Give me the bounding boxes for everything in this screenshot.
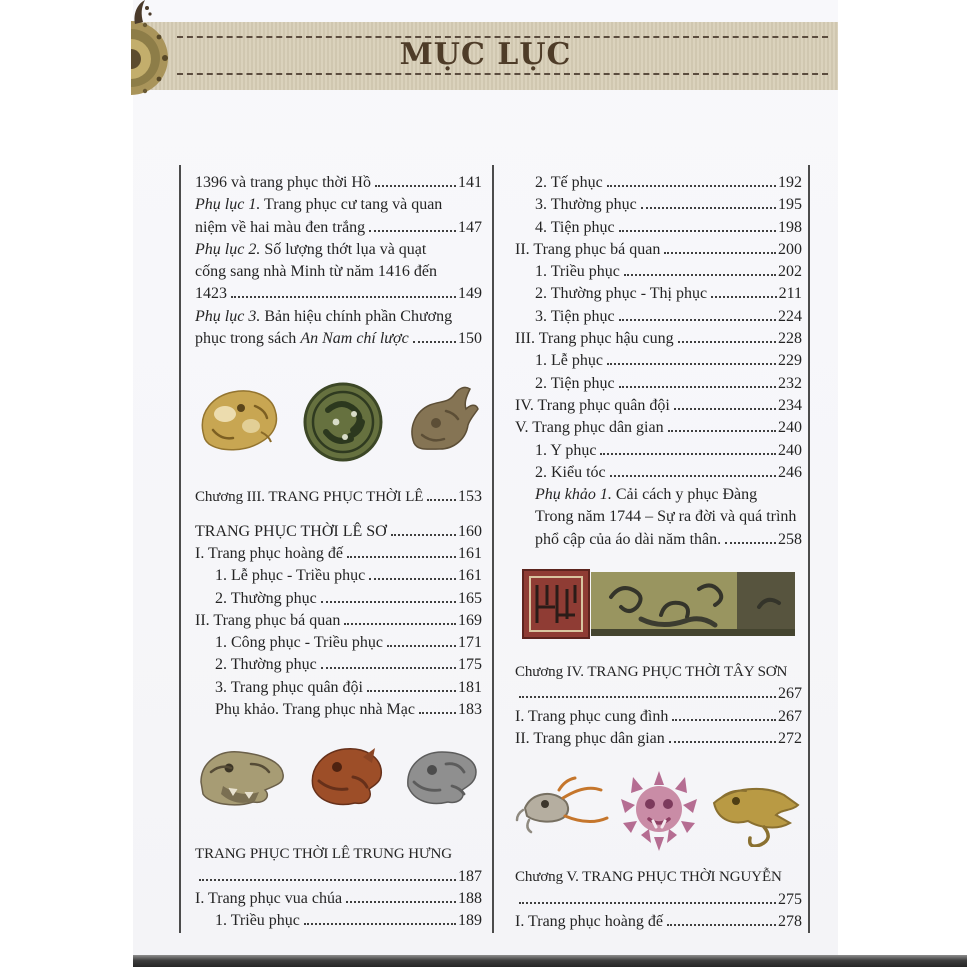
corner-sprig-icon — [131, 0, 155, 24]
dot-leader — [667, 924, 776, 926]
pink-frontal-dragon-face-drawing — [617, 769, 701, 851]
toc-entry-title: I. Trang phục cung đình — [515, 707, 669, 725]
toc-entry — [515, 462, 802, 484]
ink-wash-dragon-head-drawing — [515, 770, 611, 850]
page-number: 175 — [458, 656, 482, 674]
toc-block — [515, 661, 802, 750]
toc-entry — [515, 484, 802, 506]
page-number: 189 — [458, 912, 482, 930]
page-number: 183 — [458, 701, 482, 719]
toc-entry — [515, 373, 802, 395]
toc-entry-title: 3. Trang phục quân đội — [215, 678, 363, 696]
page-number: 161 — [458, 567, 482, 585]
dot-leader — [610, 475, 776, 477]
toc-entry-title: 1396 và trang phục thời Hồ — [195, 174, 371, 191]
dot-leader — [674, 408, 776, 410]
toc-entry — [195, 217, 482, 239]
page-number: 200 — [778, 240, 802, 258]
dot-leader — [619, 319, 776, 321]
page-number: 198 — [778, 218, 802, 236]
dot-leader — [678, 341, 776, 343]
dot-leader — [668, 430, 776, 432]
toc-entry — [515, 261, 802, 283]
toc-entry — [515, 417, 802, 439]
dot-leader — [375, 185, 456, 187]
page-number: 165 — [458, 589, 482, 607]
page-number: 141 — [458, 174, 482, 191]
toc-entry-title: phổ cập của áo dài năm thân. — [535, 530, 722, 548]
dot-leader — [231, 296, 456, 298]
page-edge-shadow — [133, 955, 967, 967]
toc-entry-title: 1. Triều phục — [535, 263, 620, 281]
toc-entry — [195, 610, 482, 632]
dot-leader — [519, 696, 776, 698]
page-number: 147 — [458, 218, 482, 236]
toc-block — [195, 486, 482, 721]
dot-leader — [619, 230, 776, 232]
toc-entry-title: Phụ lục 2. Số lượng thớt lụa và quạt — [195, 240, 427, 258]
toc-entry — [195, 654, 482, 676]
page-number: 240 — [778, 441, 802, 459]
toc-entry — [515, 395, 802, 417]
toc-entry — [195, 699, 482, 721]
toc-entry — [515, 328, 802, 350]
toc-entry-title: I. Trang phục hoàng đế — [515, 912, 663, 930]
page-number: 278 — [778, 912, 802, 930]
toc-entry — [195, 843, 482, 865]
red-seal-and-dragon-textile — [521, 567, 797, 641]
dot-leader — [672, 719, 776, 721]
toc-entry — [515, 239, 802, 261]
toc-entry-title: 1. Lễ phục - Triều phục — [215, 567, 366, 585]
toc-banner — [133, 22, 838, 90]
toc-entry-title: II. Trang phục dân gian — [515, 729, 665, 747]
page-number: 240 — [778, 419, 802, 437]
toc-entry — [195, 677, 482, 699]
toc-entry — [515, 529, 802, 551]
dot-leader — [413, 341, 456, 343]
toc-entry-title: 3. Tiện phục — [535, 307, 615, 325]
toc-entry-title: 1. Lễ phục — [535, 352, 603, 370]
dot-leader — [419, 712, 456, 714]
page-number: 228 — [778, 330, 802, 348]
dot-leader — [391, 534, 456, 536]
page-number: 232 — [778, 374, 802, 392]
toc-entry-title: II. Trang phục bá quan — [515, 240, 661, 258]
dot-leader — [725, 542, 776, 544]
stone-dragon-head — [400, 742, 482, 812]
dot-leader — [711, 296, 777, 298]
dot-leader — [600, 453, 776, 455]
toc-entry-title: 1. Y phục — [535, 441, 597, 459]
toc-entry-title: 1. Công phục - Triều phục — [215, 634, 383, 652]
page-number: 267 — [778, 707, 802, 725]
toc-entry — [195, 588, 482, 610]
toc-entry-title: 2. Thường phục — [215, 656, 317, 674]
toc-entry-title: cống sang nhà Minh từ năm 1416 đến — [195, 263, 437, 281]
page-number: 160 — [458, 522, 482, 540]
toc-entry-title: Phụ lục 3. Bản hiệu chính phần Chương — [195, 307, 453, 325]
page-number: 171 — [458, 634, 482, 652]
terracotta-dragon-head — [305, 741, 385, 813]
toc-entry — [515, 283, 802, 305]
toc-entry — [515, 350, 802, 372]
page-number: 234 — [778, 396, 802, 414]
lotus-fan-ornament-icon — [125, 17, 171, 97]
page-number: 229 — [778, 352, 802, 370]
page-number: 258 — [778, 530, 802, 548]
toc-entry — [195, 328, 482, 350]
dot-leader — [369, 578, 456, 580]
green-openwork-dragon-disc — [298, 380, 388, 464]
toc-entry — [195, 632, 482, 654]
dot-leader — [347, 556, 456, 558]
dot-leader — [346, 901, 456, 903]
toc-block — [515, 172, 802, 551]
toc-entry-title: 2. Thường phục — [215, 589, 317, 607]
toc-entry-title: I. Trang phục hoàng đế — [195, 544, 343, 562]
toc-entry — [195, 172, 482, 194]
toc-entry-title: Phụ lục 1. Trang phục cư tang và quan — [195, 196, 443, 214]
toc-entry — [195, 543, 482, 565]
toc-entry-title: TRANG PHỤC THỜI LÊ SƠ — [195, 522, 387, 540]
page-number: 153 — [458, 488, 482, 506]
page-number: 246 — [778, 463, 802, 481]
toc-entry-title: Phụ khảo. Trang phục nhà Mạc — [215, 701, 415, 719]
toc-entry — [195, 888, 482, 910]
toc-entry-title: 2. Tế phục — [535, 174, 603, 191]
toc-entry-title: 2. Tiện phục — [535, 374, 615, 392]
toc-entry-title: 2. Kiểu tóc — [535, 463, 606, 481]
page-number: 267 — [778, 685, 802, 703]
toc-entry-title: II. Trang phục bá quan — [195, 611, 341, 629]
toc-entry — [515, 217, 802, 239]
toc-entry — [195, 486, 482, 508]
toc-entry-title: phục trong sách An Nam chí lược — [195, 330, 409, 348]
toc-entry-title: 4. Tiện phục — [535, 218, 615, 236]
figure-row-dragon-drawings — [515, 768, 802, 852]
toc-entry — [515, 866, 802, 888]
page-title: MỤC LỤC — [399, 37, 572, 72]
bronze-dragon-head-fragment — [400, 381, 482, 463]
toc-entry — [515, 889, 802, 911]
dot-leader — [607, 185, 776, 187]
toc-block — [515, 866, 802, 933]
page-number: 211 — [778, 285, 802, 303]
page-number: 187 — [458, 867, 482, 885]
toc-block — [195, 172, 482, 350]
page-number: 224 — [778, 307, 802, 325]
page-number: 195 — [778, 196, 802, 214]
toc-entry-title: Chương III. TRANG PHỤC THỜI LÊ — [195, 489, 424, 506]
toc-entry — [195, 521, 482, 543]
toc-entry — [515, 194, 802, 216]
banner-dashed-rule-bottom — [177, 73, 828, 75]
figure-row-artifacts — [195, 380, 482, 464]
toc-entry-title: 1423 — [195, 285, 227, 303]
toc-right-column — [515, 172, 802, 933]
gold-dragon-head-drawing — [706, 773, 802, 847]
toc-entry — [515, 306, 802, 328]
page-number: 202 — [778, 263, 802, 281]
page-number: 161 — [458, 544, 482, 562]
page-number: 150 — [458, 330, 482, 348]
toc-entry-title: Chương IV. TRANG PHỤC THỜI TÂY SƠN — [515, 664, 788, 681]
dot-leader — [669, 741, 776, 743]
toc-entry — [195, 283, 482, 305]
figure-row-dragon-heads — [195, 741, 482, 813]
dot-leader — [199, 879, 456, 881]
page-number: 275 — [778, 890, 802, 908]
toc-entry-title: Chương V. TRANG PHỤC THỜI NGUYỄN — [515, 869, 782, 886]
gilded-dragon-head-artifact — [195, 382, 285, 462]
toc-entry-title: IV. Trang phục quân đội — [515, 396, 670, 414]
toc-entry — [515, 506, 802, 528]
dot-leader — [321, 667, 456, 669]
toc-entry — [515, 683, 802, 705]
page-number: 169 — [458, 611, 482, 629]
toc-entry-title: V. Trang phục dân gian — [515, 419, 664, 437]
book-page — [133, 0, 838, 957]
dot-leader — [321, 601, 456, 603]
page-number: 192 — [778, 174, 802, 191]
toc-entry-title: Trong năm 1744 – Sự ra đời và quá trình — [535, 508, 797, 526]
toc-entry — [515, 172, 802, 194]
dot-leader — [304, 923, 456, 925]
dot-leader — [369, 230, 456, 232]
figure-seal-and-textile — [515, 567, 802, 641]
dot-leader — [387, 645, 456, 647]
page-number: 149 — [458, 285, 482, 303]
table-right-rule — [808, 165, 810, 933]
toc-entry — [515, 661, 802, 683]
toc-entry-title: 3. Thường phục — [535, 196, 637, 214]
toc-entry-title: 1. Triều phục — [215, 912, 300, 930]
toc-entry — [515, 706, 802, 728]
glazed-ceramic-dragon-head — [195, 742, 289, 812]
toc-entry-title: TRANG PHỤC THỜI LÊ TRUNG HƯNG — [195, 846, 452, 863]
toc-entry-title: 2. Thường phục - Thị phục — [535, 285, 708, 303]
page-number: 188 — [458, 889, 482, 907]
table-left-rule — [179, 165, 181, 933]
page-number: 272 — [778, 729, 802, 747]
toc-entry-title: niệm về hai màu đen trắng — [195, 218, 366, 236]
toc-entry — [515, 728, 802, 750]
toc-entry-title: Phụ khảo 1. Cải cách y phục Đàng — [535, 486, 758, 504]
column-divider-rule — [492, 165, 494, 933]
toc-entry — [195, 261, 482, 283]
toc-entry — [195, 306, 482, 328]
toc-entry — [195, 239, 482, 261]
toc-entry — [515, 440, 802, 462]
dot-leader — [519, 902, 776, 904]
dot-leader — [607, 363, 776, 365]
toc-left-column — [195, 172, 482, 933]
dot-leader — [367, 690, 456, 692]
toc-entry-title: I. Trang phục vua chúa — [195, 889, 343, 907]
toc-block — [195, 843, 482, 932]
dot-leader — [619, 386, 776, 388]
page-number: 181 — [458, 678, 482, 696]
toc-entry — [195, 565, 482, 587]
toc-entry — [195, 194, 482, 216]
toc-entry — [195, 866, 482, 888]
dot-leader — [664, 252, 776, 254]
toc-entry — [195, 910, 482, 932]
dot-leader — [641, 207, 776, 209]
toc-entry — [515, 911, 802, 933]
dot-leader — [624, 274, 776, 276]
toc-entry-title: III. Trang phục hậu cung — [515, 330, 674, 348]
dot-leader — [427, 499, 456, 501]
dot-leader — [344, 623, 456, 625]
